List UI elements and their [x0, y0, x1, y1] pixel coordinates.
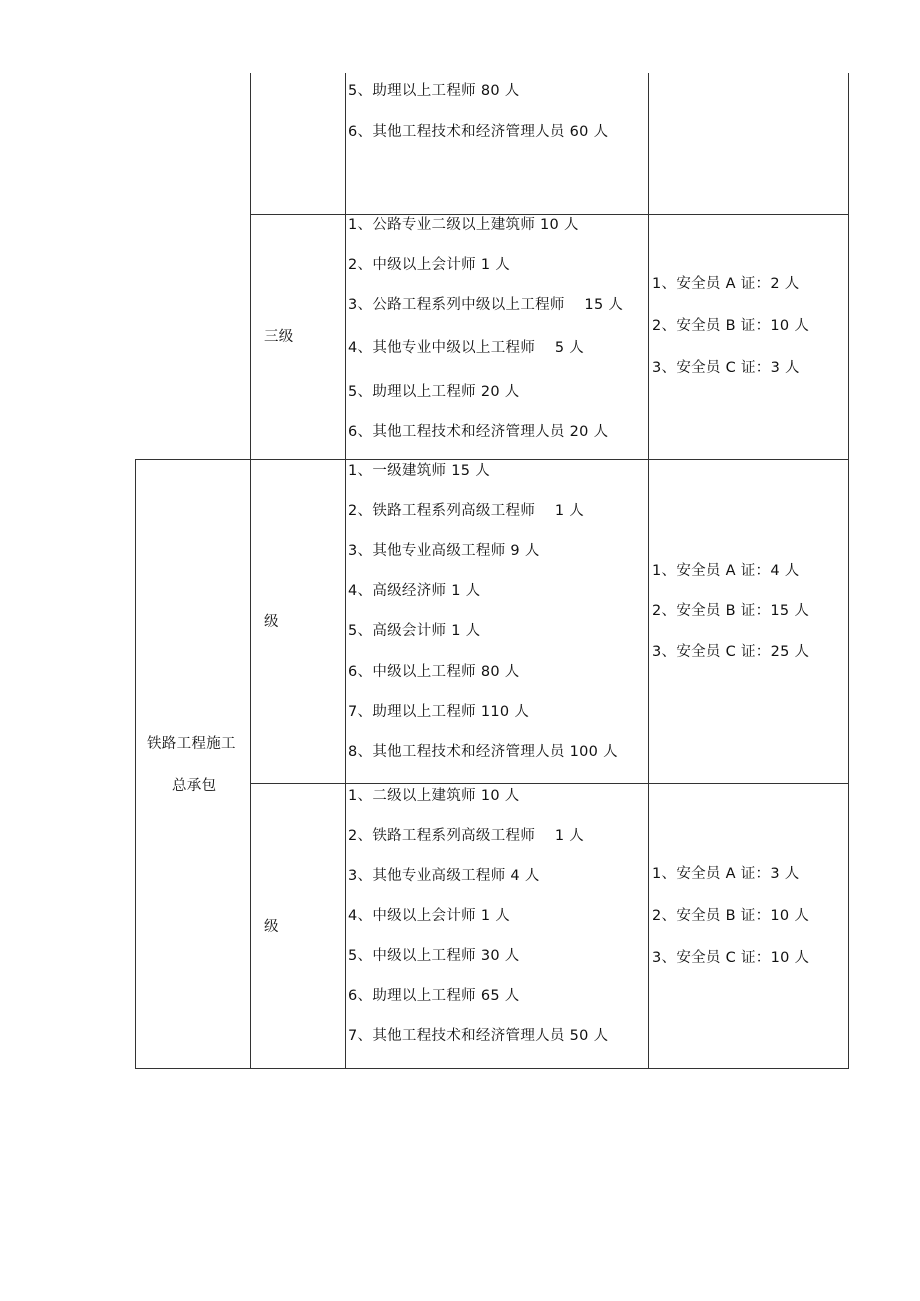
- requirement-item: 1、公路专业二级以上建筑师 10 人: [348, 217, 579, 233]
- table-border-right: [848, 73, 849, 1069]
- requirement-item: 5、中级以上工程师 30 人: [348, 948, 520, 964]
- requirement-item: 2、铁路工程系列高级工程师 1 人: [348, 828, 585, 844]
- requirement-item: 3、其他专业高级工程师 4 人: [348, 868, 540, 884]
- certificate-item: 3、安全员 C 证：10 人: [652, 950, 810, 966]
- level-label: 级: [264, 919, 279, 935]
- certificate-item: 3、安全员 C 证：25 人: [652, 644, 810, 660]
- requirement-item: 6、其他工程技术和经济管理人员 20 人: [348, 424, 609, 440]
- certificate-item: 2、安全员 B 证：15 人: [652, 603, 810, 619]
- certificate-item: 1、安全员 A 证：2 人: [652, 276, 800, 292]
- requirement-item: 2、铁路工程系列高级工程师 1 人: [348, 503, 585, 519]
- requirement-item: 4、其他专业中级以上工程师 5 人: [348, 340, 585, 356]
- requirement-item: 5、助理以上工程师 80 人: [348, 83, 520, 99]
- certificate-item: 2、安全员 B 证：10 人: [652, 908, 810, 924]
- table-divider-col2: [345, 73, 346, 1069]
- certificate-item: 1、安全员 A 证：3 人: [652, 866, 800, 882]
- category-label-line2: 总承包: [172, 778, 217, 794]
- requirement-item: 4、高级经济师 1 人: [348, 583, 481, 599]
- table-border-left: [135, 459, 136, 1069]
- table-border-bottom: [135, 1068, 849, 1069]
- requirement-item: 2、中级以上会计师 1 人: [348, 257, 511, 273]
- requirement-item: 7、助理以上工程师 110 人: [348, 704, 530, 720]
- table-divider-col1: [250, 73, 251, 1069]
- requirement-item: 1、二级以上建筑师 10 人: [348, 788, 520, 804]
- requirement-item: 6、助理以上工程师 65 人: [348, 988, 520, 1004]
- requirement-item: 5、高级会计师 1 人: [348, 623, 481, 639]
- table-divider-col3: [648, 73, 649, 1069]
- certificate-item: 3、安全员 C 证：3 人: [652, 360, 800, 376]
- requirement-item: 3、其他专业高级工程师 9 人: [348, 543, 540, 559]
- requirement-item: 1、一级建筑师 15 人: [348, 463, 490, 479]
- row-divider-2: [135, 459, 849, 460]
- requirement-item: 8、其他工程技术和经济管理人员 100 人: [348, 744, 618, 760]
- requirement-item: 6、中级以上工程师 80 人: [348, 664, 520, 680]
- requirement-item: 7、其他工程技术和经济管理人员 50 人: [348, 1028, 609, 1044]
- row-divider-1: [250, 214, 849, 215]
- level-label: 级: [264, 614, 279, 630]
- requirement-item: 3、公路工程系列中级以上工程师 15 人: [348, 297, 624, 313]
- row-divider-3: [250, 783, 849, 784]
- requirement-item: 4、中级以上会计师 1 人: [348, 908, 511, 924]
- certificate-item: 1、安全员 A 证：4 人: [652, 563, 800, 579]
- requirement-item: 6、其他工程技术和经济管理人员 60 人: [348, 124, 609, 140]
- level-label: 三级: [264, 329, 294, 345]
- certificate-item: 2、安全员 B 证：10 人: [652, 318, 810, 334]
- category-label-line1: 铁路工程施工: [147, 736, 236, 752]
- requirement-item: 5、助理以上工程师 20 人: [348, 384, 520, 400]
